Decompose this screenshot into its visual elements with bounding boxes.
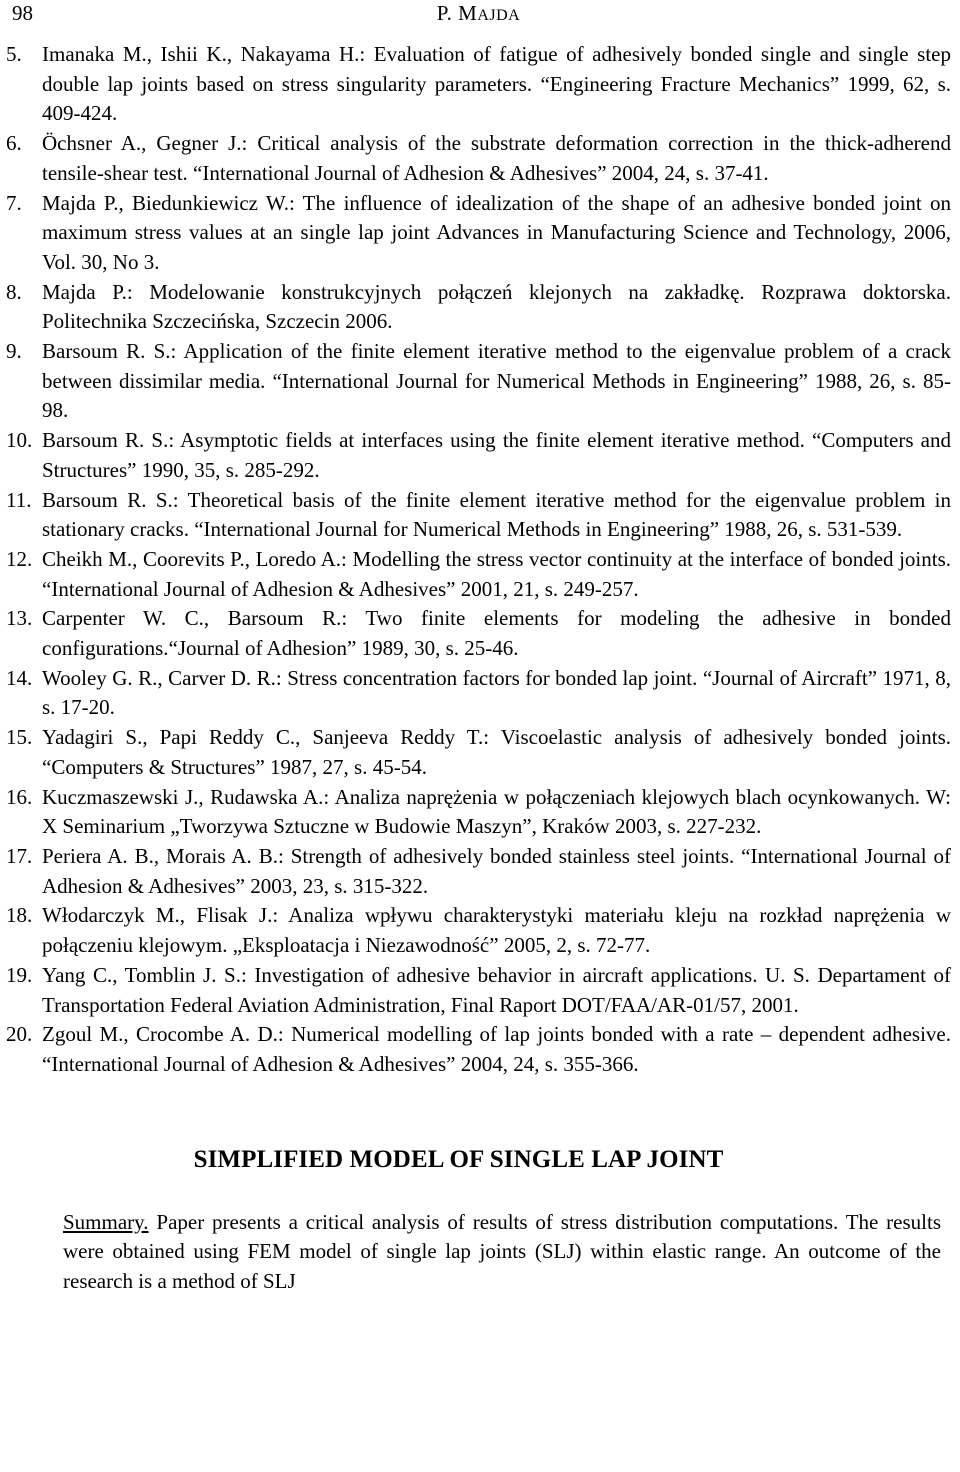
reference-number: 19.	[6, 962, 33, 987]
reference-text: Öchsner A., Gegner J.: Critical analysis of the substrate deformation correction in the thick-adherend tensile-shear test. “International Journal of Adhesion & Adhesives” 2004, 24, s. 37-41.	[42, 131, 951, 185]
reference-item	[6, 278, 951, 337]
reference-item	[6, 664, 951, 723]
reference-number: 20.	[6, 1022, 33, 1047]
reference-item	[6, 486, 951, 545]
summary-label: Summary.	[63, 1209, 149, 1234]
reference-item	[6, 1020, 951, 1079]
reference-number: 8.	[6, 279, 22, 304]
reference-text: Kuczmaszewski J., Rudawska A.: Analiza naprężenia w połączeniach klejowych blach ocynkowanych. W: X Seminarium „Tworzywa Sztuczne w Budowie Maszyn”, Kraków 2003, s. 227-232.	[42, 784, 951, 839]
reference-item	[6, 604, 951, 663]
reference-text: Barsoum R. S.: Asymptotic fields at interfaces using the finite element iterative method. “Computers and Structures” 1990, 35, s. 285-292.	[42, 428, 951, 482]
reference-text: Zgoul M., Crocombe A. D.: Numerical modelling of lap joints bonded with a rate – dependent adhesive. “International Journal of Adhesion & Adhesives” 2004, 24, s. 355-366.	[42, 1022, 951, 1076]
reference-number: 6.	[6, 131, 22, 156]
reference-text: Carpenter W. C., Barsoum R.: Two finite elements for modeling the adhesive in bonded configurations.“Journal of Adhesion” 1989, 30, s. 25-46.	[42, 606, 951, 661]
reference-number: 17.	[6, 843, 33, 868]
reference-list	[6, 40, 951, 1080]
running-author	[6, 0, 951, 29]
reference-item	[6, 426, 951, 485]
author-rest: AJDA	[477, 7, 521, 24]
reference-item	[6, 337, 951, 426]
page-number: 98	[12, 1, 33, 25]
reference-item	[6, 783, 951, 842]
reference-number: 12.	[6, 546, 33, 571]
reference-text: Yang C., Tomblin J. S.: Investigation of adhesive behavior in aircraft applications. U. S. Departament of Transportation Federal Aviation Administration, Final Raport DOT/FAA/AR-01/57, 2001.	[42, 962, 951, 1017]
reference-item	[6, 842, 951, 901]
reference-number: 7.	[6, 190, 22, 215]
section-heading: SIMPLIFIED MODEL OF SINGLE LAP JOINT	[193, 1145, 724, 1173]
reference-item	[6, 40, 951, 129]
reference-item	[6, 129, 951, 188]
summary-text: Paper presents a critical analysis of results of stress distribution computations. The results were obtained using FEM model of single lap joints (SLJ) within elastic range. An outcome of the research is a method of SLJ	[63, 1209, 941, 1294]
reference-number: 10.	[6, 428, 33, 453]
reference-text: Wooley G. R., Carver D. R.: Stress concentration factors for bonded lap joint. “Journal of Aircraft” 1971, 8, s. 17-20.	[42, 665, 951, 720]
reference-number: 18.	[6, 903, 33, 928]
reference-text: Włodarczyk M., Flisak J.: Analiza wpływu charakterystyki materiału kleju na rozkład naprężenia w połączeniu klejowym. „Eksploatacja i Niezawodność” 2005, 2, s. 72-77.	[42, 903, 951, 958]
author-initial: P. M	[436, 1, 478, 25]
reference-text: Barsoum R. S.: Application of the finite element iterative method to the eigenvalue problem of a crack between dissimilar media. “International Journal for Numerical Methods in Engineering” 1988, 26, s. 85-98.	[42, 339, 951, 423]
reference-item	[6, 545, 951, 604]
reference-item	[6, 961, 951, 1020]
reference-text: Barsoum R. S.: Theoretical basis of the finite element iterative method for the eigenvalue problem in stationary cracks. “International Journal for Numerical Methods in Engineering” 1988, 26, s. 531-539.	[42, 487, 951, 542]
reference-number: 15.	[6, 725, 33, 750]
reference-item	[6, 901, 951, 960]
summary-paragraph	[63, 1208, 941, 1297]
reference-text: Majda P., Biedunkiewicz W.: The influence of idealization of the shape of an adhesive bonded joint on maximum stress values at an single lap joint Advances in Manufacturing Science and Technology, 2006, Vol. 30, No 3.	[42, 190, 951, 274]
reference-number: 9.	[6, 339, 22, 364]
reference-number: 11.	[6, 487, 32, 512]
reference-item	[6, 723, 951, 782]
reference-text: Yadagiri S., Papi Reddy C., Sanjeeva Reddy T.: Viscoelastic analysis of adhesively bonded joints. “Computers & Structures” 1987, 27, s. 45-54.	[42, 725, 951, 779]
reference-number: 14.	[6, 665, 33, 690]
reference-number: 5.	[6, 42, 22, 66]
reference-text: Majda P.: Modelowanie konstrukcyjnych połączeń klejonych na zakładkę. Rozprawa doktorska. Politechnika Szczecińska, Szczecin 2006.	[42, 279, 951, 334]
reference-text: Periera A. B., Morais A. B.: Strength of adhesively bonded stainless steel joints. “International Journal of Adhesion & Adhesives” 2003, 23, s. 315-322.	[42, 843, 951, 898]
reference-text: Imanaka M., Ishii K., Nakayama H.: Evaluation of fatigue of adhesively bonded single and single step double lap joints based on stress singularity parameters. “Engineering Fracture Mechanics” 1999, 62, s. 409-424.	[42, 42, 951, 126]
reference-number: 13.	[6, 606, 33, 631]
reference-number: 16.	[6, 784, 33, 809]
reference-item	[6, 189, 951, 278]
running-header	[6, 0, 951, 26]
reference-text: Cheikh M., Coorevits P., Loredo A.: Modelling the stress vector continuity at the interface of bonded joints. “International Journal of Adhesion & Adhesives” 2001, 21, s. 249-257.	[42, 546, 951, 601]
